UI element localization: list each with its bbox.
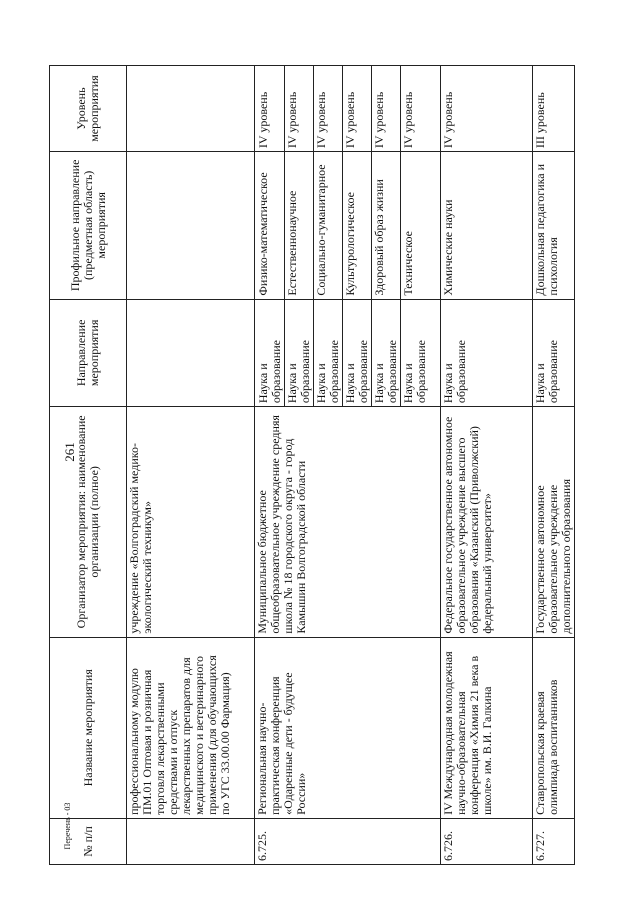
organizer: Государственное автономное образовательное учреждение дополнительного образования [533,407,575,637]
direction-cell: Наука и образование [441,299,533,407]
profile-cell [255,152,441,300]
level-item: IV уровень [400,66,429,151]
table-row [533,66,575,865]
row-number [127,818,255,864]
profile-item: Социально-гуманитарное [313,152,342,299]
direction-item: Наука и образование [400,300,429,407]
direction-item: Наука и образование [342,300,371,407]
direction-cell [127,299,255,407]
profile-cell [127,152,255,300]
footer-note: Перечень - 03 [63,802,72,850]
level-cell [255,66,441,152]
organizer: учреждение «Волгоградский медико-экологический техникум» [127,407,255,637]
event-name: IV Международная молодежная научно-образовательная конференция «Химия 21 века в школе» им. В.И. Галкина [441,637,533,818]
organizer: Федеральное государственное автономное образовательное учреждение высшего образования «Казанский (Приволжский) федеральный университет» [441,407,533,637]
direction-cell: Наука и образование [533,299,575,407]
page-number: 261 [62,442,77,462]
direction-item: Наука и образование [371,300,400,407]
table-row [441,66,533,865]
profile-cell: Химические науки [441,152,533,300]
header-num: № п/п [50,818,127,864]
event-name: профессиональному модулю ПМ.01 Оптовая и розничная торговля лекарственными средствами и отпуск лекарственных препаратов для медицинского и ветеринарного применения (для обучающихся по УГС 33.00.00 Фармация) [127,637,255,818]
events-table [49,65,575,865]
event-name: Ставропольская краевая олимпиада воспитанников [533,637,575,818]
level-cell: IV уровень [441,66,533,152]
row-number: 6.727. [533,818,575,864]
direction-item: Наука и образование [256,340,283,404]
header-row [50,66,127,865]
level-item: IV уровень [256,91,270,149]
profile-cell: Дошкольная педагогика и психология [533,152,575,300]
header-organizer: Организатор мероприятия: наименование организации (полное) [50,407,127,637]
organizer: Муниципальное бюджетное общеобразовательное учреждение средняя школа № 18 городского округа - город Камышин Волгоградской области [255,407,441,637]
table-row [255,66,441,865]
level-cell [127,66,255,152]
profile-item: Естественнонаучное [284,152,313,299]
event-name: Региональная научно-практическая конференция «Одаренные дети - будущее России» [255,637,441,818]
row-number: 6.726. [441,818,533,864]
direction-cell [255,299,441,407]
header-profile: Профильное направление (предметная область) мероприятия [50,152,127,300]
direction-item: Наука и образование [284,300,313,407]
profile-item: Физико-математическое [256,172,270,296]
level-item: IV уровень [284,66,313,151]
level-cell: III уровень [533,66,575,152]
level-item: IV уровень [371,66,400,151]
header-name: Название мероприятия [50,637,127,818]
profile-item: Техническое [400,152,429,299]
header-level: Уровень мероприятия [50,66,127,152]
level-item: IV уровень [342,66,371,151]
row-number: 6.725. [255,818,441,864]
level-item: IV уровень [313,66,342,151]
profile-item: Здоровый образ жизни [371,152,400,299]
direction-item: Наука и образование [313,300,342,407]
header-direction: Направление мероприятия [50,299,127,407]
table-row [127,66,255,865]
profile-item: Культурологическое [342,152,371,299]
